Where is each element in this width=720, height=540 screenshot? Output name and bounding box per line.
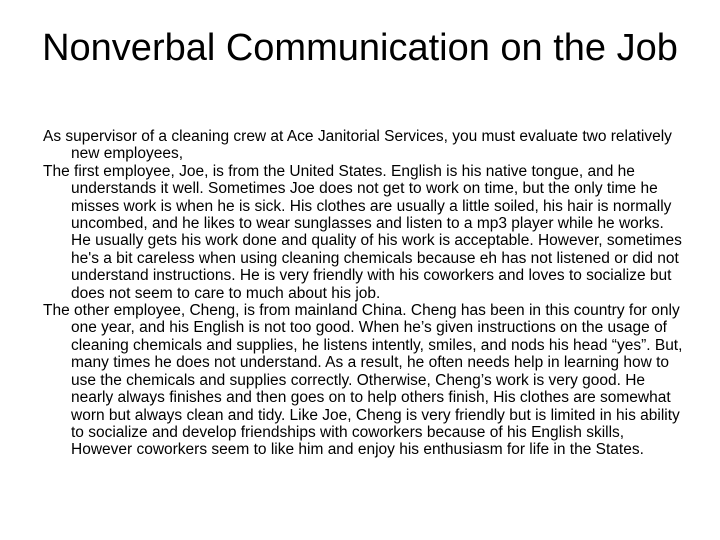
paragraph-joe: The first employee, Joe, is from the United States. English is his native tongue, and he understands it well. Sometimes Joe does not get to work on time, but the only time he misses work is when he is sick. His clothes are usually a little soiled, his hair is normally uncombed, and he likes to wear sunglasses and listen to a mp3 player while he works. He usually gets his work done and quality of his work is acceptable. However, sometimes he's a bit careless when using cleaning chemicals because eh has not listened or did not understand instructions. He is very friendly with his coworkers and loves to socialize but does not seem to care to much about his job. bbox=[43, 162, 682, 302]
paragraph-intro: As supervisor of a cleaning crew at Ace Janitorial Services, you must evaluate two relatively new employees, bbox=[43, 128, 672, 163]
paragraph-cheng: The other employee, Cheng, is from mainland China. Cheng has been in this country for only one year, and his English is not too good. When he’s given instructions on the usage of cleaning chemicals and supplies, he listens intently, smiles, and nods his head “yes”. But, many times he does not understand. As a result, he often needs help in learning how to use the chemicals and supplies correctly. Otherwise, Cheng’s work is very good. He nearly always finishes and then goes on to help others finish, His clothes are somewhat worn but always clean and tidy. Like Joe, Cheng is very friendly but is limited in his ability to socialize and develop friendships with coworkers because of his English skills, However coworkers seem to like him and enjoy his enthusiasm for life in the States. bbox=[43, 302, 683, 459]
slide-title: Nonverbal Communication on the Job bbox=[42, 27, 678, 69]
slide-body bbox=[43, 128, 683, 459]
